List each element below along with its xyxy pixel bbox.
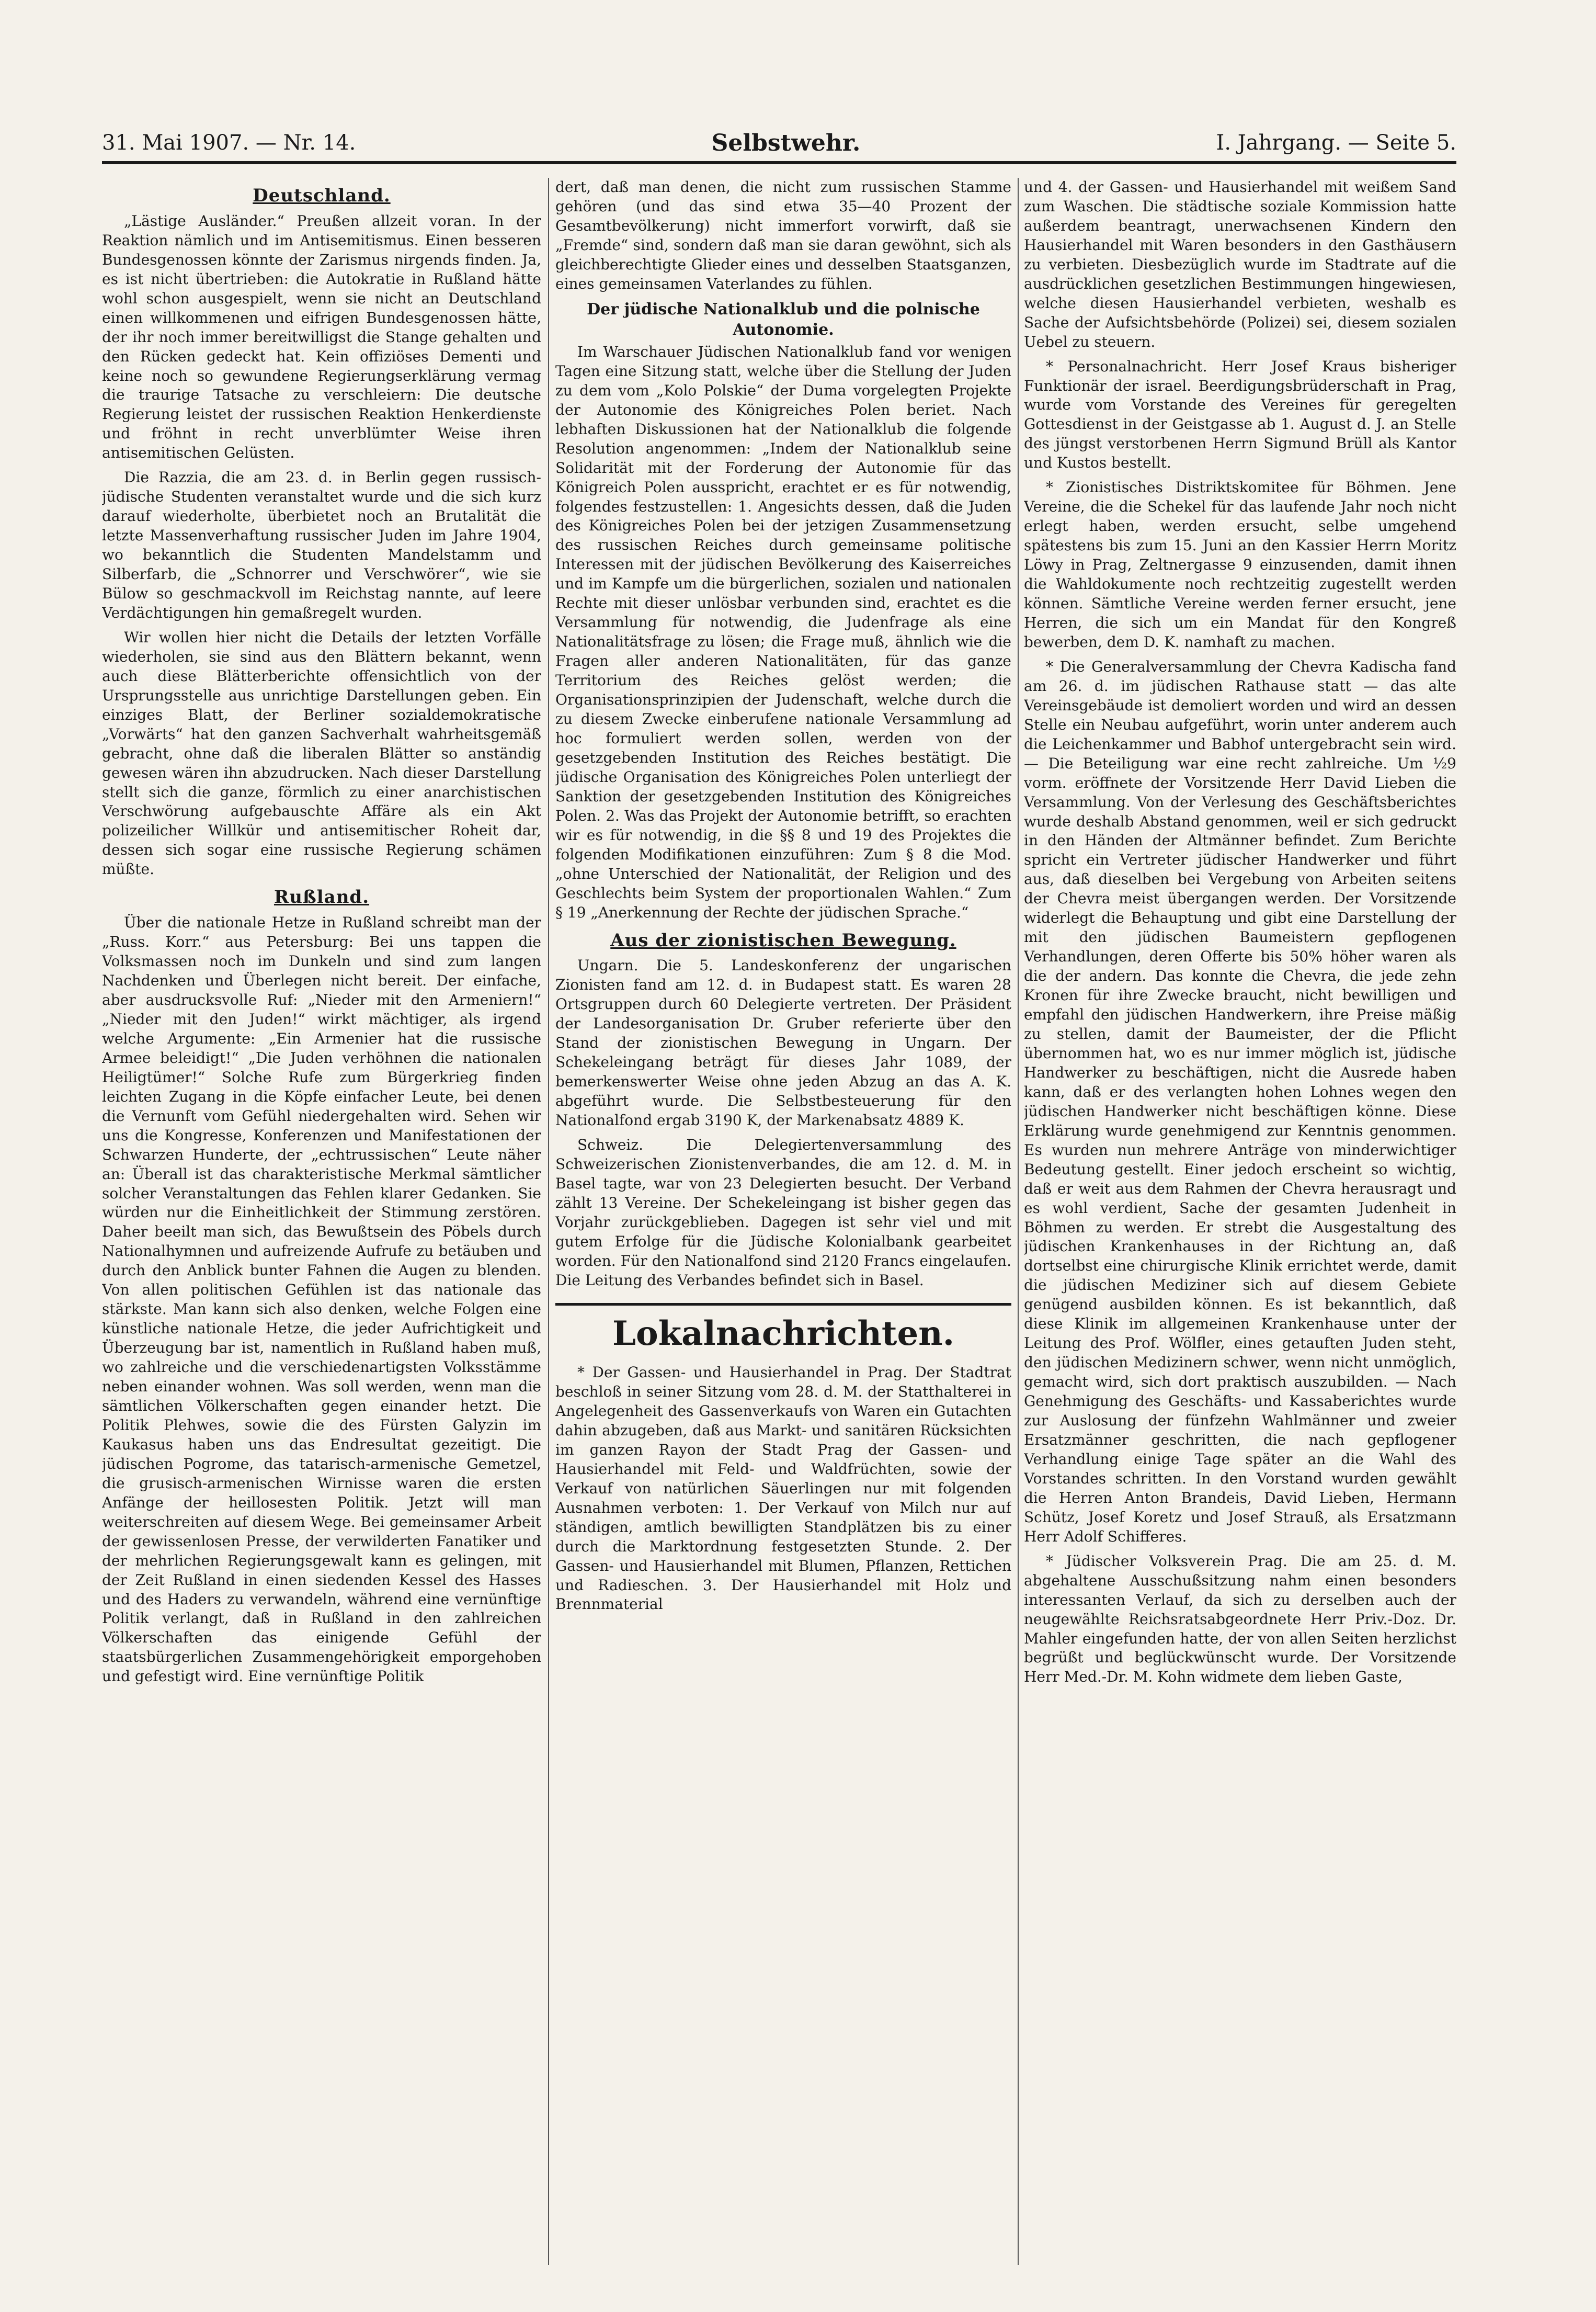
- column-3: [1024, 178, 1456, 2265]
- local-news-section: [555, 1303, 1011, 1615]
- section-title-deutschland: Deutschland.: [253, 185, 391, 206]
- newspaper-title: Selbstwehr.: [711, 129, 861, 156]
- section-title-russland: Rußland.: [273, 887, 370, 908]
- column-1: [102, 178, 541, 2265]
- column-divider: [1018, 178, 1019, 2265]
- section-title-local-news: Lokalnachrichten.: [612, 1313, 954, 1353]
- article-paragraph: Die Razzia, die am 23. d. in Berlin gegen russisch-jüdische Studenten veranstaltet wurde und die sich kurz darauf wiederholte, überbietet noch an Brutalität die letzte Massenverhaftung russischer Juden im Jahre 1904, wo bekanntlich die Studenten Mandelstamm und Silberfarb, die „Schnorrer und Verschwörer“, wie sie Bülow so geschmackvoll im Reichstag nannte, auf leere Verdächtigungen hin gemaßregelt wurden.: [102, 469, 541, 621]
- article-paragraph: Schweiz. Die Delegiertenversammlung des Schweizerischen Zionistenverbandes, die am 12. d. M. in Basel tagte, war von 23 Delegierten besucht. Der Verband zählt 13 Vereine. Der Schekeleingang ist bisher gegen das Vorjahr zurückgeblieben. Dagegen ist sehr viel und mit gutem Erfolge für die Jüdische Kolonialbank gearbeitet worden. Für den Nationalfond sind 2120 Francs eingelaufen. Die Leitung des Verbandes befindet sich in Basel.: [555, 1136, 1011, 1289]
- page-header: [102, 124, 1456, 164]
- column-divider: [548, 178, 549, 2265]
- article-paragraph: Ungarn. Die 5. Landeskonferenz der ungarischen Zionisten fand am 12. d. in Budapest statt. Es waren 28 Ortsgruppen durch 60 Delegierte vertreten. Der Präsident der Landesorganisation Dr. Gruber referierte über den Stand der zionistischen Bewegung in Ungarn. Der Schekeleingang beträgt für dieses Jahr 1089, der bemerkenswerter Weise ohne jeden Abzug an das A. K. abgeführt wurde. Die Selbstbesteuerung für den Nationalfond ergab 3190 K, der Markenabsatz 4889 K.: [555, 957, 1011, 1129]
- article-paragraph: * Die Generalversammlung der Chevra Kadischa fand am 26. d. im jüdischen Rathause statt — das alte Vereinsgebäude ist demoliert worden und wird an dessen Stelle ein Neubau aufgeführt, worin unter anderem auch die Leichenkammer und Babhof untergebracht sein wird. — Die Beteiligung war eine recht zahlreiche. Um ½9 vorm. eröffnete der Vorsitzende Herr David Lieben die Versammlung. Von der Verlesung des Geschäftsberichtes wurde deshalb Abstand genommen, weil er sich gedruckt in den Händen der Altmänner befindet. Zum Berichte spricht ein Vertreter jüdischer Handwerker und führt aus, daß dieselben bei Vergebung von Arbeiten seitens der Chevra meist übergangen werden. Der Vorsitzende widerlegt die Behauptung und gibt eine Darstellung der mit den jüdischen Baumeistern gepflogenen Verhandlungen, deren Offerte bis 50% höher waren als die der andern. Das konnte die Chevra, die jede zehn Kronen für ihre Zwecke braucht, nicht bewilligen und empfahl den jüdischen Handwerkern, ihre Preise mäßig zu stellen, damit der Baumeister, der die Pflicht übernommen hat, wo es nur immer möglich ist, jüdische Handwerker zu beschäftigen, nicht die Ausrede haben kann, daß er des verlangten hohen Lohnes wegen den jüdischen Handwerker nicht beschäftigen könne. Diese Erklärung wurde genehmigend zur Kenntnis genommen. Es wurden nun mehrere Anträge von minderwichtiger Bedeutung gestellt. Einer jedoch erscheint so wichtig, daß er weit aus dem Rahmen der Chevra herausragt und es wohl verdient, Sache der gesamten Judenheit in Böhmen zu werden. Er strebt die Ausgestaltung des jüdischen Krankenhauses in der Richtung an, daß dortselbst eine chirurgische Klinik errichtet werde, damit die jüdischen Mediziner sich auf diesem Gebiete genügend ausbilden können. Es ist bekanntlich, daß diese Klinik im allgemeinen Krankenhause unter der Leitung des Prof. Wölfler, eines getauften Juden steht, den jüdischen Medizinern schwer, wenn nicht unmöglich, gemacht wird, sich dort praktisch auszubilden. — Nach Genehmigung des Geschäfts- und Kassaberichtes wurde zur Auslosung der fünfzehn Wahlmänner und zweier Ersatzmänner geschritten, die nach gepflogener Verhandlung einige Tage später an die Wahl des Vorstandes schritten. In den Vorstand wurden gewählt die Herren Anton Brandeis, David Lieben, Hermann Schütz, Josef Koretz und Josef Strauß, als Ersatzmann Herr Adolf Schifferes.: [1024, 658, 1456, 1545]
- article-paragraph: „Lästige Ausländer.“ Preußen allzeit voran. In der Reaktion nämlich und im Antisemitismus. Einen besseren Bundesgenossen könnte der Zarismus nirgends finden. Ja, es ist nicht übertrieben: die Autokratie in Rußland hätte wohl schon ausgespielt, wenn sie nicht an Deutschland einen willkommenen und eifrigen Bundesgenossen hätte, der ihr noch immer bereitwilligst die Stange gehalten und den Rücken gedeckt hat. Kein offiziöses Dementi und keine noch so gewundene Regierungserklärung vermag die traurige Tatsache zu verschleiern: Die deutsche Regierung leistet der russischen Reaktion Henkerdienste und fröhnt in recht unverblümter Weise ihren antisemitischen Gelüsten.: [102, 212, 541, 462]
- article-paragraph: * Der Gassen- und Hausierhandel in Prag. Der Stadtrat beschloß in seiner Sitzung vom 28. d. M. der Statthalterei in Angelegenheit des Gassenverkaufs von Waren ein Gutachten dahin abzugeben, daß aus Markt- und sanitären Rücksichten im ganzen Rayon der Stadt Prag der Gassen- und Hausierhandel mit Feld- und Waldfrüchten, sowie der Verkauf von natürlichen Säuerlingen nur mit folgenden Ausnahmen verboten: 1. Der Verkauf von Milch nur auf ständigen, amtlich bewilligten Standplätzen bis zu einer durch die Marktordnung festgesetzten Stunde. 2. Der Gassen- und Hausierhandel mit Blumen, Pflanzen, Rettichen und Radieschen. 3. Der Hausierhandel mit Holz und Brennmaterial: [555, 1364, 1011, 1613]
- article-paragraph: und 4. der Gassen- und Hausierhandel mit weißem Sand zum Waschen. Die städtische soziale Kommission hatte außerdem beantragt, unerwachsenen Kindern den Hausierhandel mit Waren besonders in den Gasthäusern zu verbieten. Diesbezüglich wurde im Stadtrate auf die ausdrücklichen gesetzlichen Bestimmungen hingewiesen, welche diesen Hausierhandel verbieten, weshalb es Sache der Aufsichtsbehörde (Polizei) sei, diesem sozialen Uebel zu steuern.: [1024, 178, 1456, 350]
- page-number: I. Jahrgang. — Seite 5.: [1216, 131, 1456, 155]
- article-title-nationalklub: Der jüdische Nationalklub und die polnische Autonomie.: [587, 300, 980, 339]
- article-paragraph: dert, daß man denen, die nicht zum russischen Stamme gehören (und das sind etwa 35—40 Prozent der Gesamtbevölkerung) nicht immerfort vorwirft, daß sie „Fremde“ sind, sondern daß man sie daran gewöhnt, sich als gleichberechtigte Glieder eines und desselben Staatsganzen, eines gemeinsamen Vaterlandes zu fühlen.: [555, 178, 1011, 292]
- article-paragraph: Über die nationale Hetze in Rußland schreibt man der „Russ. Korr.“ aus Petersburg: Bei uns tappen die Volksmassen noch im Dunkeln und sind zum langen Nachdenken und Überlegen nicht bereit. Der einfache, aber ausdrucksvolle Ruf: „Nieder mit den Armeniern!“ „Nieder mit den Juden!“ wirkt mächtiger, als irgend welche Argumente: „Ein Armenier hat die russische Armee beleidigt!“ „Die Juden verhöhnen die nationalen Heiligtümer!“ Solche Rufe zum Bürgerkrieg finden leichten Zugang in die Köpfe einfacher Leute, bei denen die Vernunft vom Gefühl niedergehalten wird. Sehen wir uns die Kongresse, Konferenzen und Manifestationen der Schwarzen Hunderte, der „echtrussischen“ Leute näher an: Überall ist das charakteristische Merkmal sämtlicher solcher Veranstaltungen das Fehlen klarer Gedanken. Sie würden nur die Einheitlichkeit der Stimmung zerstören. Daher beeilt man sich, das Bewußtsein des Pöbels durch Nationalhymnen und aufreizende Aufrufe zu betäuben und durch den Anblick bunter Fahnen die Augen zu blenden. Von allen politischen Gefühlen ist das nationale das stärkste. Man kann sich also denken, welche Folgen eine künstliche nationale Hetze, die jeder Aufrichtigkeit und Überzeugung bar ist, namentlich in Rußland haben muß, wo zahlreiche und die verschiedenartigsten Volksstämme neben einander wohnen. Was soll werden, wenn man die sämtlichen Völkerschaften gegen einander hetzt. Die Politik Plehwes, sowie die des Fürsten Galyzin im Kaukasus haben uns das Endresultat gezeitigt. Die jüdischen Pogrome, das tatarisch-armenische Gemetzel, die grusisch-armenischen Wirnisse waren die ersten Anfänge der heillosesten Politik. Jetzt will man weiterschreiten auf diesem Wege. Bei gemeinsamer Arbeit der gewissenlosen Presse, der verwilderten Fanatiker und der mehrlichen Regierungsgewalt kann es gelingen, mit der Zeit Rußland in einen siedenden Kessel des Hasses und des Haders zu verwandeln, während eine vernünftige Politik verlangt, daß in Rußland in den zahlreichen Völkerschaften das einigende Gefühl der staatsbürgerlichen Zusammengehörigkeit emporgehoben und gefestigt wird. Eine vernünftige Politik: [102, 914, 541, 1685]
- article-paragraph: * Zionistisches Distriktskomitee für Böhmen. Jene Vereine, die die Schekel für das laufende Jahr noch nicht erlegt haben, werden ersucht, selbe umgehend spätestens bis zum 15. Juni an den Kassier Herrn Moritz Löwy in Prag, Zeltnergasse 9 einzusenden, damit ihnen die Wahldokumente noch rechtzeitig zugestellt werden können. Sämtliche Vereine werden ferner ersucht, jene Herren, die sich um ein Mandat für den Kongreß bewerben, dem D. K. namhaft zu machen.: [1024, 479, 1456, 651]
- article-paragraph: * Personalnachricht. Herr Josef Kraus bisheriger Funktionär der israel. Beerdigungsbrüderschaft in Prag, wurde vom Vorstande des Vereines für geregelten Gottesdienst in der Geistgasse ab 1. August d. J. an Stelle des jüngst verstorbenen Herrn Sigmund Brüll als Kantor und Kustos bestellt.: [1024, 357, 1456, 472]
- article-paragraph: Im Warschauer Jüdischen Nationalklub fand vor wenigen Tagen eine Sitzung statt, welche über die Stellung der Juden zu dem vom „Kolo Polskie“ der Duma vorgelegten Projekte der Autonomie des Königreiches Polen beriet. Nach lebhaften Diskussionen hat der Nationalklub die folgende Resolution angenommen: „Indem der Nationalklub seine Solidarität mit der Forderung der Autonomie für das Königreich Polen ausspricht, erachtet er es für notwendig, folgendes festzustellen: 1. Angesichts dessen, daß die Juden des Königreiches Polen bei der jetzigen Zusammensetzung des russischen Reiches durch gemeinsame politische Interessen mit der jüdischen Bevölkerung des Kaiserreiches und im Kampfe um die bürgerlichen, sozialen und nationalen Rechte mit dieser unlösbar verbunden sind, erachtet es die Versammlung für notwendig, die Judenfrage als eine Nationalitätsfrage zu lösen; die Frage muß, ähnlich wie die Fragen aller anderen Nationalitäten, für das ganze Territorium des Reiches gelöst werden; die Organisationsprinzipien der Judenschaft, welche durch die zu diesem Zwecke einberufene nationale Versammlung ad hoc formuliert werden sollen, werden von der gesetzgebenden Institution des Reiches bestätigt. Die jüdische Organisation des Königreiches Polen unterliegt der Sanktion der gesetzgebenden Institution des Königreiches Polen. 2. Was das Projekt der Autonomie betrifft, so erachten wir es für notwendig, in die §§ 8 und 19 des Projektes die folgenden Modifikationen einzuführen: Zum § 8 die Mod. „ohne Unterschied der Nationalität, der Religion und des Geschlechts beim System der proportionalen Wahlen.“ Zum § 19 „Anerkennung der Rechte der jüdischen Sprache.“: [555, 343, 1011, 921]
- article-paragraph: Wir wollen hier nicht die Details der letzten Vorfälle wiederholen, sie sind aus den Blättern bekannt, wenn auch diese Blätterberichte offensichtlich von der Ursprungsstelle aus unrichtige Darstellungen geben. Ein einziges Blatt, der Berliner sozialdemokratische „Vorwärts“ hat den ganzen Sachverhalt wahrheitsgemäß gebracht, ohne daß die liberalen Blätter so anständig gewesen wären ihn abzudrucken. Nach dieser Darstellung stellt sich die ganze, förmlich zu einer anarchistischen Verschwörung aufgebauschte Affäre als ein Akt polizeilicher Willkür und antisemitischer Roheit dar, dessen sich sogar eine russische Regierung schämen müßte.: [102, 628, 541, 878]
- section-title-zionist-movement: Aus der zionistischen Bewegung.: [610, 930, 956, 951]
- column-2: [555, 178, 1011, 2265]
- issue-date: 31. Mai 1907. — Nr. 14.: [102, 131, 356, 155]
- article-paragraph: * Jüdischer Volksverein Prag. Die am 25. d. M. abgehaltene Ausschußsitzung nahm einen besonders interessanten Verlauf, da sich zu derselben auch der neugewählte Reichsratsabgeordnete Herr Priv.-Doz. Dr. Mahler eingefunden hatte, der von allen Seiten herzlichst begrüßt und beglückwünscht wurde. Der Vorsitzende Herr Med.-Dr. M. Kohn widmete dem lieben Gaste,: [1024, 1552, 1456, 1686]
